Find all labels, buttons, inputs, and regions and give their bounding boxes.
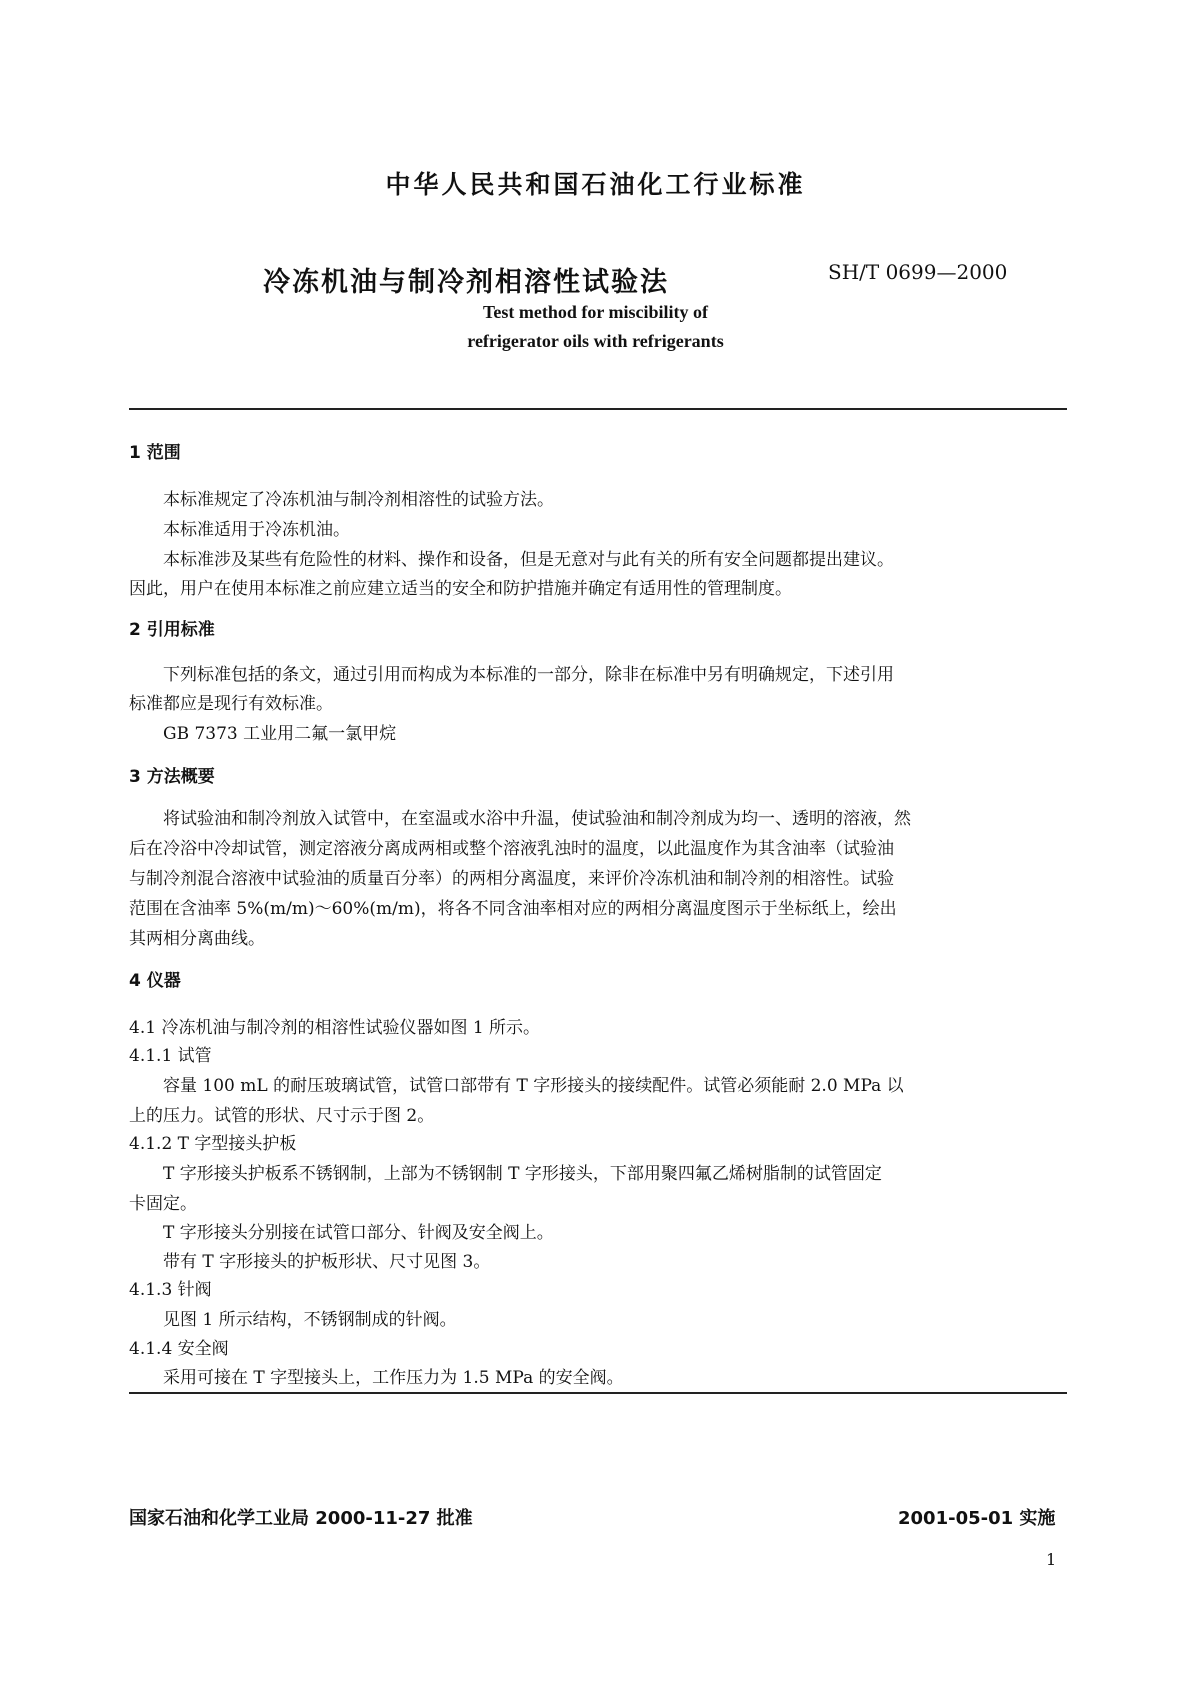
section-1-heading: 1 范围: [129, 443, 181, 463]
section-3-line-5: 其两相分离曲线。: [129, 929, 265, 949]
section-3-line-2: 后在冷浴中冷却试管，测定溶液分离成两相或整个溶液乳浊时的温度，以此温度作为其含油率（试验油: [129, 839, 894, 859]
section-4-1-3-line-1: 见图 1 所示结构，不锈钢制成的针阀。: [163, 1310, 457, 1330]
standard-organization: 中华人民共和国石油化工行业标准: [385, 170, 806, 199]
approval-date: 国家石油和化学工业局 2000-11-27 批准: [129, 1508, 473, 1529]
section-4-1-4-heading: 4.1.4 安全阀: [129, 1339, 229, 1359]
document-title-english-line2: refrigerator oils with refrigerants: [467, 331, 724, 351]
standard-code: SH/T 0699—2000: [828, 260, 1008, 284]
section-4-1-2-line-4: 带有 T 字形接头的护板形状、尺寸见图 3。: [163, 1252, 491, 1272]
section-4-1-4-line-1: 采用可接在 T 字型接头上，工作压力为 1.5 MPa 的安全阀。: [163, 1368, 624, 1388]
effective-date: 2001-05-01 实施: [898, 1508, 1056, 1529]
header-divider: [129, 408, 1067, 410]
footer-divider: [129, 1392, 1067, 1394]
section-3-heading: 3 方法概要: [129, 767, 215, 787]
section-1-paragraph-3-line1: 本标准涉及某些有危险性的材料、操作和设备，但是无意对与此有关的所有安全问题都提出建议。: [163, 550, 894, 570]
document-title-english-line1: Test method for miscibility of: [483, 302, 708, 322]
section-4-1-2-line-1: T 字形接头护板系不锈钢制，上部为不锈钢制 T 字形接头，下部用聚四氟乙烯树脂制的试管固定: [163, 1164, 882, 1184]
section-4-1-3-heading: 4.1.3 针阀: [129, 1280, 212, 1300]
section-4-1-2-line-3: T 字形接头分别接在试管口部分、针阀及安全阀上。: [163, 1223, 554, 1243]
section-3-line-4: 范围在含油率 5%(m/m)～60%(m/m)，将各不同含油率相对应的两相分离温度图示于坐标纸上，绘出: [129, 899, 897, 919]
section-4-1-1-heading: 4.1.1 试管: [129, 1046, 212, 1066]
section-4-1-1-line-1: 容量 100 mL 的耐压玻璃试管，试管口部带有 T 字形接头的接续配件。试管必须能耐 2.0 MPa 以: [163, 1076, 904, 1096]
section-4-1: 4.1 冷冻机油与制冷剂的相溶性试验仪器如图 1 所示。: [129, 1018, 541, 1038]
section-3-line-3: 与制冷剂混合溶液中试验油的质量百分率）的两相分离温度，来评价冷冻机油和制冷剂的相溶性。试验: [129, 869, 894, 889]
section-3-line-1: 将试验油和制冷剂放入试管中，在室温或水浴中升温，使试验油和制冷剂成为均一、透明的溶液，然: [163, 809, 911, 829]
section-4-1-1-line-2: 上的压力。试管的形状、尺寸示于图 2。: [129, 1106, 435, 1126]
section-2-reference: GB 7373 工业用二氟一氯甲烷: [163, 724, 397, 744]
section-4-1-2-heading: 4.1.2 T 字型接头护板: [129, 1134, 297, 1154]
section-2-paragraph-line2: 标准都应是现行有效标准。: [129, 694, 333, 714]
section-2-paragraph-line1: 下列标准包括的条文，通过引用而构成为本标准的一部分，除非在标准中另有明确规定，下述引用: [163, 665, 894, 685]
section-2-heading: 2 引用标准: [129, 620, 215, 640]
section-1-paragraph-3-line2: 因此，用户在使用本标准之前应建立适当的安全和防护措施并确定有适用性的管理制度。: [129, 579, 792, 599]
section-4-1-2-line-2: 卡固定。: [129, 1194, 197, 1214]
page-number: 1: [1046, 1550, 1057, 1569]
section-1-paragraph-1: 本标准规定了冷冻机油与制冷剂相溶性的试验方法。: [163, 490, 554, 510]
section-1-paragraph-2: 本标准适用于冷冻机油。: [163, 520, 350, 540]
document-title-chinese: 冷冻机油与制冷剂相溶性试验法: [263, 267, 669, 298]
section-4-heading: 4 仪器: [129, 971, 181, 991]
